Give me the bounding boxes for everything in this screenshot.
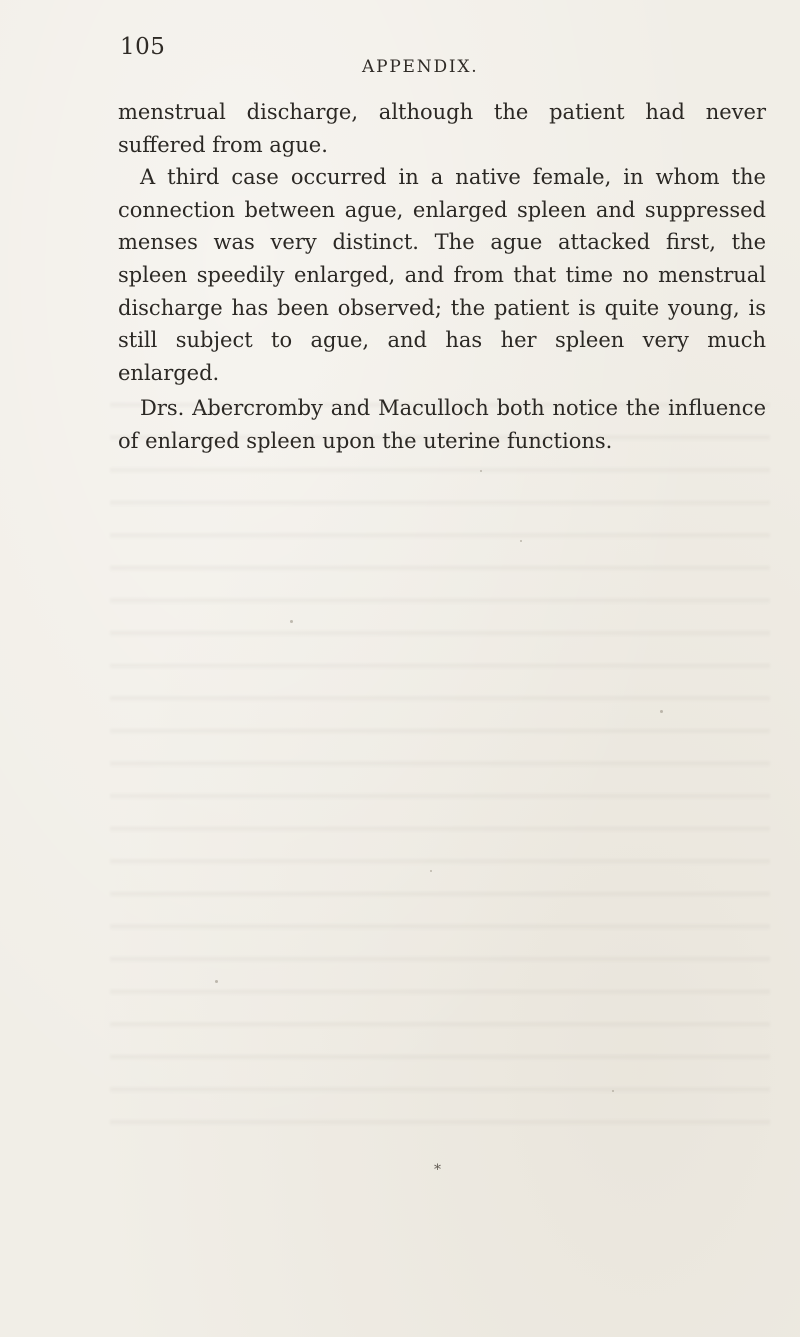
stray-mark: * [434, 1162, 441, 1178]
body-text [118, 96, 766, 458]
paragraph-third-case: A third case occurred in a native female, in whom the connection between ague, enlarged spleen and suppressed menses was very distinct. The ague attacked first, the spleen speedily enlarged, and from that time no menstrual discharge has been observed; the patient is quite young, is still subject to ague, and has her spleen very much enlarged. [118, 165, 766, 385]
show-through-text [110, 380, 770, 1140]
paragraph-continued: menstrual discharge, although the patient had never suffered from ague. [118, 100, 766, 157]
paragraph-abercromby: Drs. Abercromby and Maculloch both notice the influence of enlarged spleen upon the uterine functions. [118, 396, 766, 453]
running-head: APPENDIX. [362, 57, 479, 77]
page-number: 105 [120, 34, 166, 60]
